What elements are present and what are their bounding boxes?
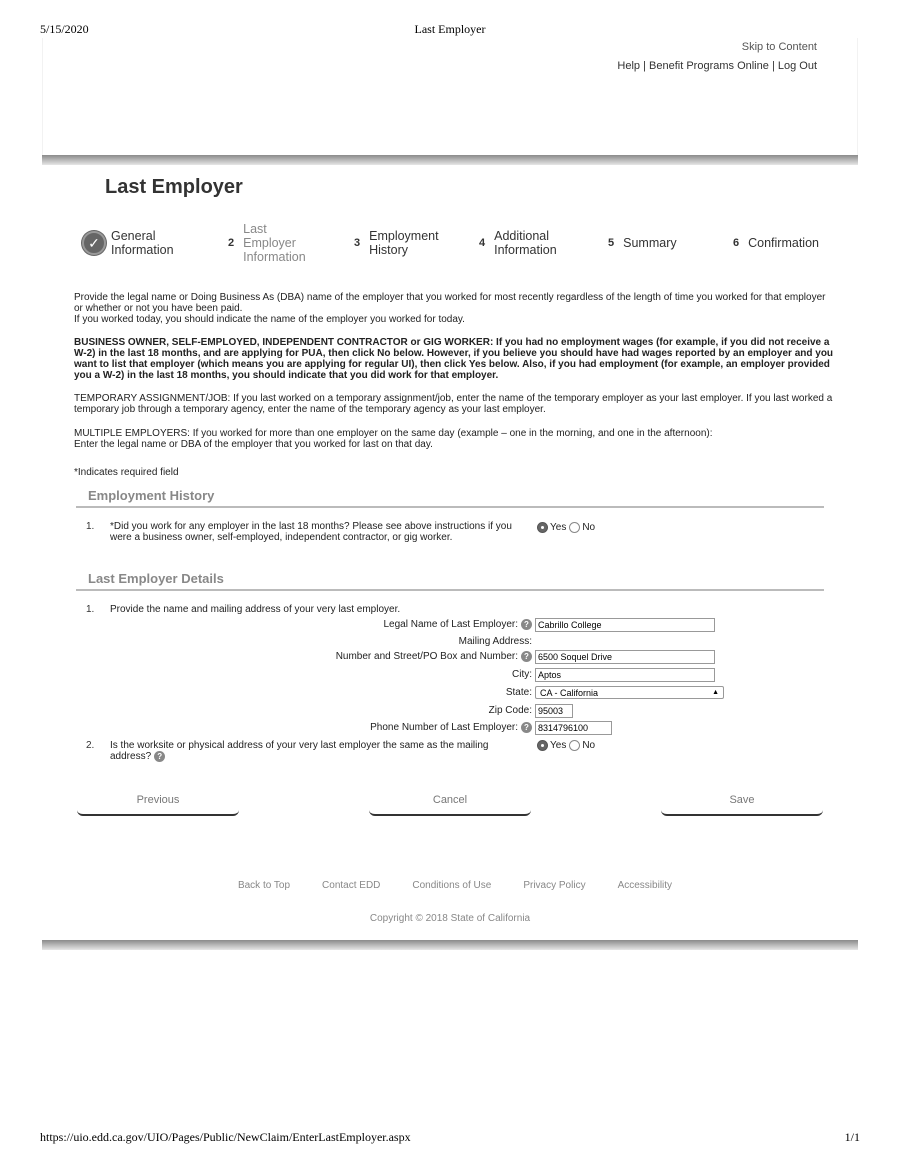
benefit-programs-link[interactable]: Benefit Programs Online: [649, 60, 769, 72]
required-field-note: *Indicates required field: [74, 467, 179, 478]
street-label: [336, 651, 532, 662]
print-page-number: 1/1: [844, 1130, 860, 1144]
instruction-text: If you worked today, you should indicate the name of the employer you worked for today.: [74, 314, 465, 325]
skip-to-content-link[interactable]: Skip to Content: [741, 41, 817, 53]
step-additional-information: [479, 220, 557, 266]
question-mark-icon[interactable]: ?: [521, 722, 532, 733]
state-label: [506, 687, 532, 698]
no-radio[interactable]: [569, 522, 580, 533]
step-number: 3: [354, 237, 361, 249]
privacy-policy-link[interactable]: Privacy Policy: [523, 880, 586, 891]
step-label: General: [111, 229, 156, 243]
footer-links: [0, 880, 900, 891]
question-mark-icon[interactable]: ?: [521, 619, 532, 630]
label-text: Legal Name of Last Employer:: [383, 619, 518, 630]
step-confirmation: [733, 220, 819, 266]
step-general-information: [82, 220, 174, 266]
zip-input[interactable]: 95003: [535, 704, 573, 718]
phone-label: [370, 722, 532, 733]
question-mark-icon[interactable]: ?: [521, 651, 532, 662]
instructions-paragraph-2: BUSINESS OWNER, SELF-EMPLOYED, INDEPENDENT CONTRACTOR or GIG WORKER: If you had no employment wages (for example, if you did not receive a W-2) in the last 18 months, and are applying for PUA, then click No below. However, if you believe you should have had wages reported by an employer and you want to list that employer (which means you are applying for regular UI), then click Yes below. Also, if you had employment (for example, an employer provided you a W-2) in the last 18 months, you should indicate that you did work for that employer.: [74, 337, 834, 381]
help-link[interactable]: Help: [617, 60, 641, 72]
worked-last-18-months-question: *Did you work for any employer in the last 18 months? Please see above instructions if you were a business owner, self-employed, independent contractor, or gig worker.: [110, 521, 512, 543]
step-number: 2: [228, 237, 235, 249]
previous-button[interactable]: Previous: [77, 790, 239, 816]
worked-last-18-months-radio: [537, 522, 595, 533]
legal-name-input[interactable]: Cabrillo College: [535, 618, 715, 632]
last-employer-instruction: Provide the name and mailing address of your very last employer.: [110, 604, 401, 615]
instruction-text: Enter the legal name or DBA of the employer that you worked for last on that day.: [74, 439, 433, 450]
label-text: State:: [505, 687, 532, 698]
cancel-button[interactable]: Cancel: [369, 790, 531, 816]
contact-edd-link[interactable]: Contact EDD: [322, 880, 381, 891]
state-select[interactable]: [535, 686, 724, 699]
last-employer-details-heading: Last Employer Details: [76, 565, 824, 591]
conditions-of-use-link[interactable]: Conditions of Use: [412, 880, 492, 891]
copyright: Copyright © 2018 State of California: [369, 913, 531, 924]
city-label: [512, 669, 532, 680]
city-input[interactable]: Aptos: [535, 668, 715, 682]
instructions-paragraph-3: TEMPORARY ASSIGNMENT/JOB: If you last worked on a temporary assignment/job, enter the name of the temporary employer as your last employer. If you last worked a temporary job through a temporary agency, enter the name of the temporary agency as your last employer.: [74, 393, 833, 415]
step-label: Last: [243, 222, 267, 236]
instructions-paragraph-1: [74, 292, 834, 325]
employment-history-heading: Employment History: [76, 482, 824, 508]
page-title: Last Employer: [105, 176, 243, 198]
step-label: Employment: [369, 229, 439, 243]
no-radio[interactable]: [569, 740, 580, 751]
step-number: 6: [733, 237, 740, 249]
zip-label: [489, 705, 532, 716]
legal-name-label: [383, 619, 532, 630]
no-label: No: [582, 740, 596, 751]
step-number: 5: [608, 237, 615, 249]
print-title: Last Employer: [414, 22, 486, 36]
step-label: Additional: [494, 229, 550, 243]
instruction-text: Provide the legal name or Doing Business As (DBA) name of the employer that you worked for most recently regardless of the length of time you worked for that employer or whether or not you have been paid.: [74, 292, 826, 314]
back-to-top-link[interactable]: Back to Top: [237, 880, 291, 891]
no-label: No: [582, 522, 596, 533]
question-number: 1.: [86, 604, 95, 615]
step-label: Employer: [243, 236, 296, 250]
phone-input[interactable]: 8314796100: [535, 721, 612, 735]
print-url: https://uio.edd.ca.gov/UIO/Pages/Public/NewClaim/EnterLastEmployer.aspx: [40, 1130, 411, 1144]
separator: |: [771, 60, 775, 72]
instructions-paragraph-4: [74, 428, 834, 450]
step-label: Information: [494, 243, 557, 257]
check-circle-icon: ✓: [82, 231, 106, 255]
separator: |: [643, 60, 646, 72]
mailing-address-label: [459, 636, 532, 647]
yes-radio[interactable]: [537, 522, 548, 533]
header-divider: [42, 155, 858, 165]
yes-label: Yes: [550, 740, 567, 751]
step-number: 4: [479, 237, 486, 249]
step-label: Information: [243, 250, 306, 264]
print-date: 5/15/2020: [40, 22, 89, 36]
worksite-same-question: [110, 740, 510, 762]
step-summary: [608, 220, 677, 266]
label-text: Zip Code:: [488, 705, 532, 716]
top-links: [617, 60, 817, 72]
step-employment-history: [354, 220, 439, 266]
step-label: Summary: [623, 236, 677, 250]
label-text: Mailing Address:: [458, 636, 532, 647]
top-bar: [42, 38, 858, 156]
instruction-text: MULTIPLE EMPLOYERS: If you worked for more than one employer on the same day (example – one in the morning, and one in the afternoon):: [74, 428, 713, 439]
label-text: Phone Number of Last Employer:: [370, 722, 518, 733]
step-last-employer-information: [228, 220, 306, 266]
question-number: 1.: [86, 521, 95, 532]
step-label: Information: [111, 243, 174, 257]
question-text: Is the worksite or physical address of your very last employer the same as the mailing address?: [110, 740, 489, 762]
accessibility-link[interactable]: Accessibility: [617, 880, 673, 891]
yes-radio[interactable]: [537, 740, 548, 751]
yes-label: Yes: [550, 522, 567, 533]
footer-divider: [42, 940, 858, 950]
updown-arrow-icon: ▲: [712, 689, 719, 696]
street-input[interactable]: 6500 Soquel Drive: [535, 650, 715, 664]
log-out-link[interactable]: Log Out: [777, 60, 817, 72]
step-label: History: [369, 243, 409, 257]
progress-steps: [82, 220, 842, 266]
question-number: 2.: [86, 740, 95, 751]
worksite-same-radio: [537, 740, 595, 751]
label-text: Number and Street/PO Box and Number:: [335, 651, 518, 662]
step-label: Confirmation: [748, 236, 819, 250]
question-mark-icon[interactable]: ?: [154, 751, 165, 762]
state-selected-value: CA - California: [540, 687, 599, 698]
save-button[interactable]: Save: [661, 790, 823, 816]
label-text: City:: [512, 669, 532, 680]
